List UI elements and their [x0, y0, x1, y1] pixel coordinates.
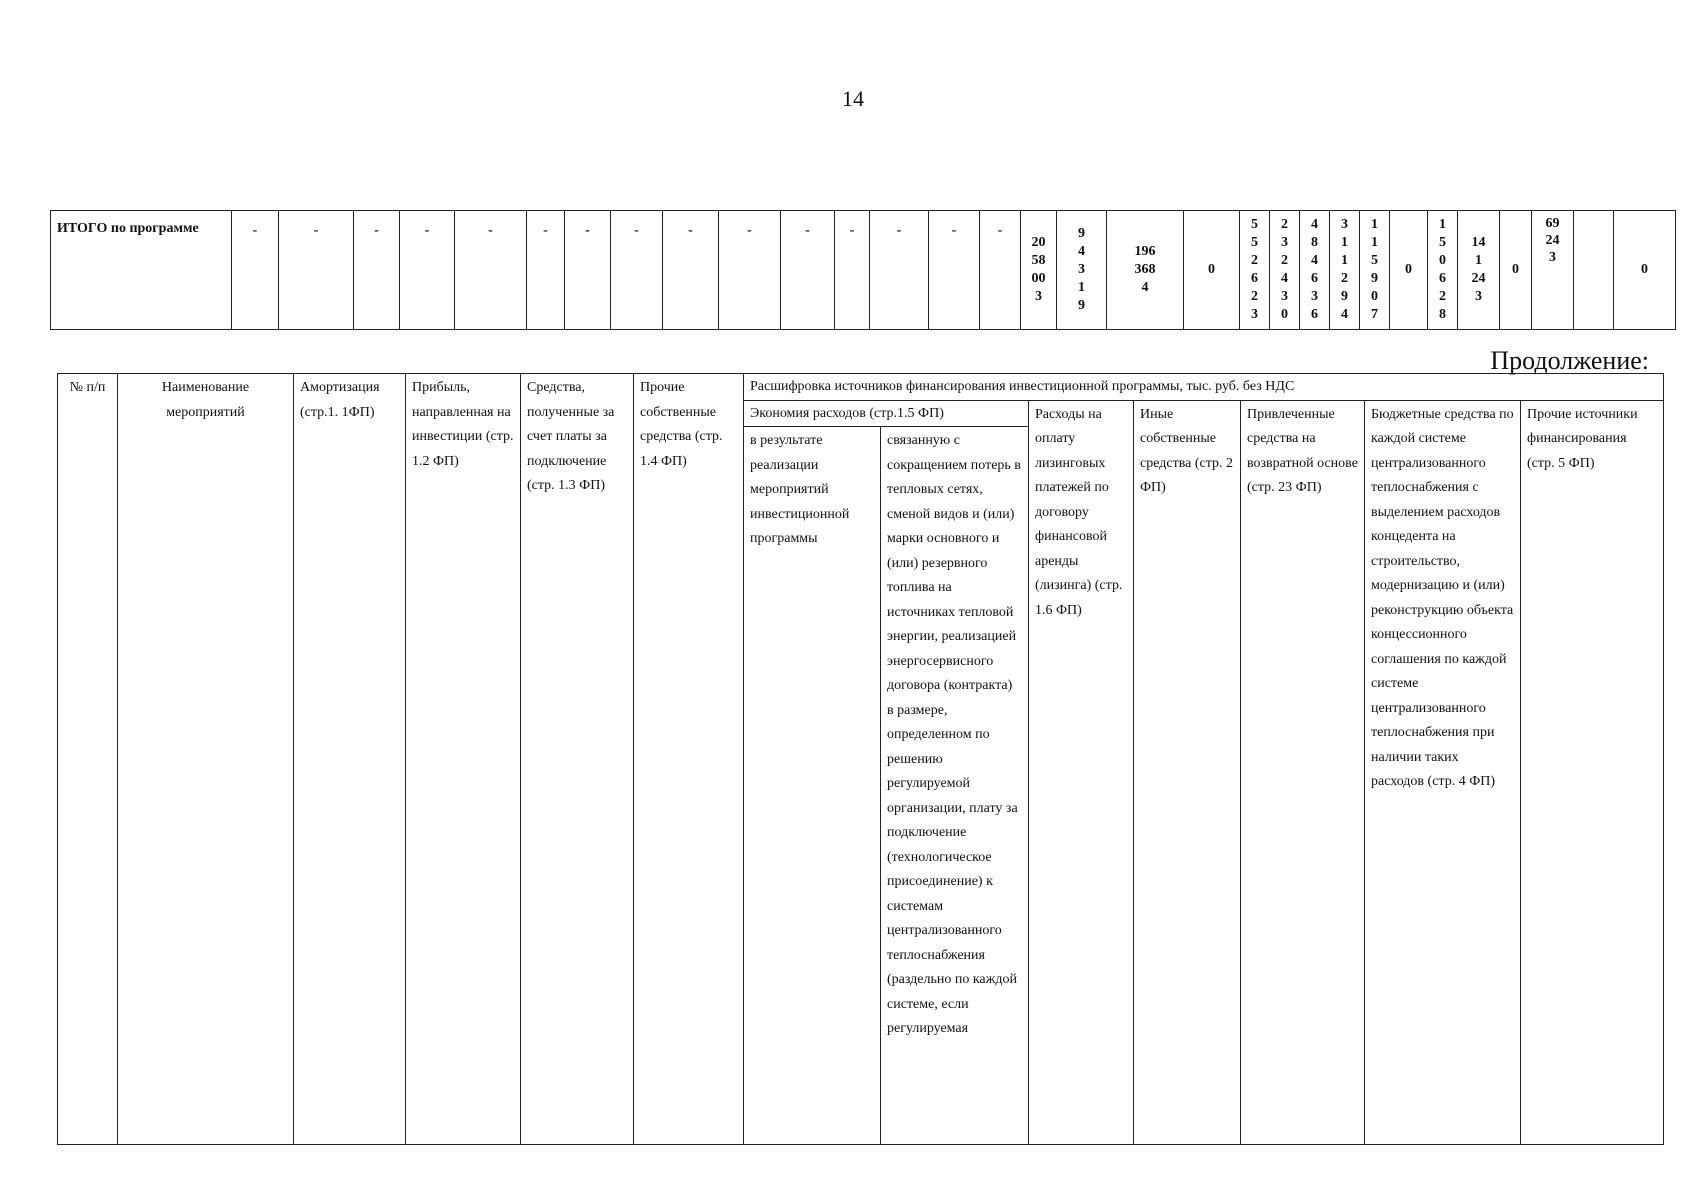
dash-cell: -: [232, 211, 279, 330]
header-profit: Прибыль, направленная на инвестиции (стр. 1.2 ФП): [406, 374, 521, 1145]
dash-cell: -: [354, 211, 400, 330]
dash-cell: -: [279, 211, 354, 330]
totals-table: [50, 210, 1676, 330]
value-cell: 3 1 1 2 9 4: [1330, 211, 1360, 330]
dash-cell: -: [527, 211, 565, 330]
value-cell: 196 368 4: [1107, 211, 1184, 330]
dash-cell: -: [719, 211, 781, 330]
dash-cell: -: [663, 211, 719, 330]
value-cell: 69 24 3: [1532, 211, 1574, 330]
dash-cell: -: [400, 211, 455, 330]
header-leasing: Расходы на оплату лизинговых платежей по договору финансовой аренды (лизинга) (стр. 1.6 ФП): [1029, 400, 1134, 1145]
value-cell: 0: [1184, 211, 1240, 330]
value-cell: 14 1 24 3: [1458, 211, 1500, 330]
header-num: № п/п: [58, 374, 118, 1145]
header-borrowed: Привлеченные средства на возвратной основе (стр. 23 ФП): [1241, 400, 1365, 1145]
header-savings-title: Экономия расходов (стр.1.5 ФП): [744, 400, 1029, 427]
header-breakdown-title: Расшифровка источников финансирования инвестиционной программы, тыс. руб. без НДС: [744, 374, 1664, 401]
dash-cell: -: [835, 211, 870, 330]
header-other-own: Прочие собственные средства (стр. 1.4 ФП): [634, 374, 744, 1145]
header-other-sources: Прочие источники финансирования (стр. 5 ФП): [1521, 400, 1664, 1145]
value-cell: 0: [1500, 211, 1532, 330]
value-cell: 0: [1390, 211, 1428, 330]
dash-cell: -: [611, 211, 663, 330]
dash-cell: -: [781, 211, 835, 330]
value-cell: 9 4 3 1 9: [1057, 211, 1107, 330]
header-other-own-2: Иные собственные средства (стр. 2 ФП): [1134, 400, 1241, 1145]
value-cell: 20 58 00 3: [1021, 211, 1057, 330]
header-savings-related: связанную с сокращением потерь в тепловых сетях, сменой видов и (или) марки основного и (или) резервного топлива на источниках тепловой энергии, реализацией энергосервисного договора (контракта) в размере, определенном по решению регулируемой организации, плату за подключение (технологическое присоединение) к системам централизованного теплоснабжения (раздельно по каждой системе, если регулируемая: [881, 427, 1029, 1145]
header-budget: Бюджетные средства по каждой системе централизованного теплоснабжения с выделением расходов концедента на строительство, модернизацию и (или) реконструкцию объекта концессионного соглашения по каждой системе централизованного теплоснабжения при наличии таких расходов (стр. 4 ФП): [1365, 400, 1521, 1145]
dash-cell: -: [870, 211, 929, 330]
value-cell: 2 3 2 4 3 0: [1270, 211, 1300, 330]
dash-cell: -: [455, 211, 527, 330]
value-cell: 4 8 4 6 3 6: [1300, 211, 1330, 330]
page-number: 14: [842, 86, 864, 111]
header-table: [57, 373, 1664, 1145]
value-cell: [1574, 211, 1614, 330]
header-connection-fee: Средства, полученные за счет платы за подключение (стр. 1.3 ФП): [521, 374, 634, 1145]
totals-label: ИТОГО по программе: [51, 211, 232, 330]
header-name: Наименование мероприятий: [118, 374, 294, 1145]
header-savings-result: в результате реализации мероприятий инвестиционной программы: [744, 427, 881, 1145]
value-cell: 1 5 0 6 2 8: [1428, 211, 1458, 330]
value-cell: 0: [1614, 211, 1676, 330]
continuation-label: Продолжение:: [1490, 346, 1649, 375]
dash-cell: -: [565, 211, 611, 330]
dash-cell: -: [980, 211, 1021, 330]
totals-row: [51, 211, 1676, 330]
dash-cell: -: [929, 211, 980, 330]
value-cell: 5 5 2 6 2 3: [1240, 211, 1270, 330]
value-cell: 1 1 5 9 0 7: [1360, 211, 1390, 330]
header-amortization: Амортизация (стр.1. 1ФП): [294, 374, 406, 1145]
